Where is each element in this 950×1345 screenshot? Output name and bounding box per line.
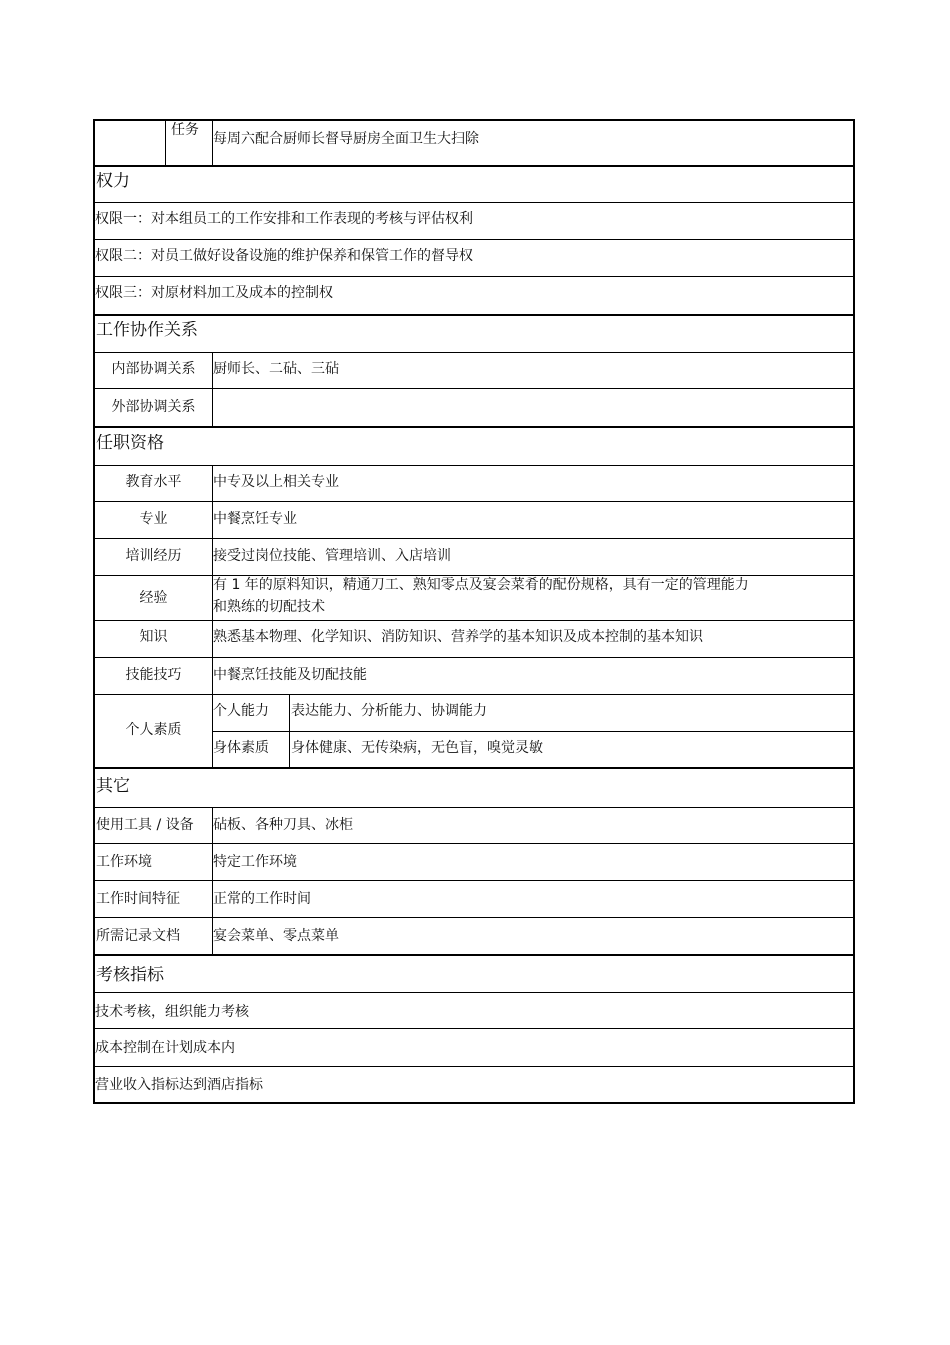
divider [95,620,853,621]
divider [95,880,853,881]
divider [165,121,166,165]
skills-label: 技能技巧 [125,667,182,683]
education-value: 中专及以上相关专业 [213,474,339,490]
divider [95,694,853,695]
documents-value: 宴会菜单、零点菜单 [213,928,339,944]
authority-title: 权力 [96,172,130,190]
authority-item-3: 权限三：对原材料加工及成本的控制权 [95,285,333,301]
divider [95,954,853,956]
divider [95,538,853,539]
internal-coordination-label: 内部协调关系 [111,361,196,377]
documents-label: 所需记录文档 [96,928,180,944]
divider [95,239,853,240]
task-text: 每周六配合厨师长督导厨房全面卫生大扫除 [213,131,479,147]
experience-value-line2: 和熟练的切配技术 [213,599,325,615]
tools-value: 砧板、各种刀具、冰柜 [213,817,353,833]
divider [95,426,853,428]
qualification-title: 任职资格 [96,434,164,452]
knowledge-label: 知识 [139,629,168,645]
major-value: 中餐烹饪专业 [213,511,297,527]
divider [95,165,853,167]
training-label: 培训经历 [125,548,182,564]
divider [95,314,853,316]
work-time-label: 工作时间特征 [96,891,180,907]
divider [95,1066,853,1067]
authority-item-2: 权限二：对员工做好设备设施的维护保养和保管工作的督导权 [95,248,473,264]
collaboration-title: 工作协作关系 [96,321,198,339]
physical-quality-label: 身体素质 [213,740,269,756]
assessment-item-3: 营业收入指标达到酒店指标 [95,1077,263,1093]
tools-label: 使用工具 / 设备 [96,817,194,833]
divider [212,731,853,732]
assessment-item-2: 成本控制在计划成本内 [95,1040,235,1056]
divider [95,1028,853,1029]
divider [95,501,853,502]
other-title: 其它 [96,777,130,795]
personal-ability-value: 表达能力、分析能力、协调能力 [291,703,487,719]
major-label: 专业 [139,511,168,527]
assessment-item-1: 技术考核，组织能力考核 [95,1004,249,1020]
divider [95,917,853,918]
divider [95,276,853,277]
personal-ability-label: 个人能力 [213,703,269,719]
environment-value: 特定工作环境 [213,854,297,870]
assessment-title: 考核指标 [96,966,164,984]
divider [95,388,853,389]
training-value: 接受过岗位技能、管理培训、入店培训 [213,548,451,564]
task-label: 任务 [171,122,199,138]
external-coordination-label: 外部协调关系 [111,399,196,415]
internal-coordination-value: 厨师长、二砧、三砧 [213,361,339,377]
divider [95,767,853,769]
divider [95,465,853,466]
skills-value: 中餐烹饪技能及切配技能 [213,667,367,683]
divider [95,657,853,658]
personal-quality-label: 个人素质 [125,722,182,738]
authority-item-1: 权限一：对本组员工的工作安排和工作表现的考核与评估权利 [95,211,473,227]
experience-value-line1: 有 1 年的原料知识，精通刀工、熟知零点及宴会菜肴的配份规格，具有一定的管理能力 [213,577,749,593]
education-label: 教育水平 [125,474,182,490]
divider [95,202,853,203]
environment-label: 工作环境 [96,854,152,870]
physical-quality-value: 身体健康、无传染病，无色盲，嗅觉灵敏 [291,740,543,756]
work-time-value: 正常的工作时间 [213,891,311,907]
divider [95,843,853,844]
divider [95,992,853,993]
experience-label: 经验 [139,590,168,606]
divider [95,807,853,808]
knowledge-value: 熟悉基本物理、化学知识、消防知识、营养学的基本知识及成本控制的基本知识 [213,629,703,645]
job-description-table [93,119,855,1104]
divider [95,352,853,353]
